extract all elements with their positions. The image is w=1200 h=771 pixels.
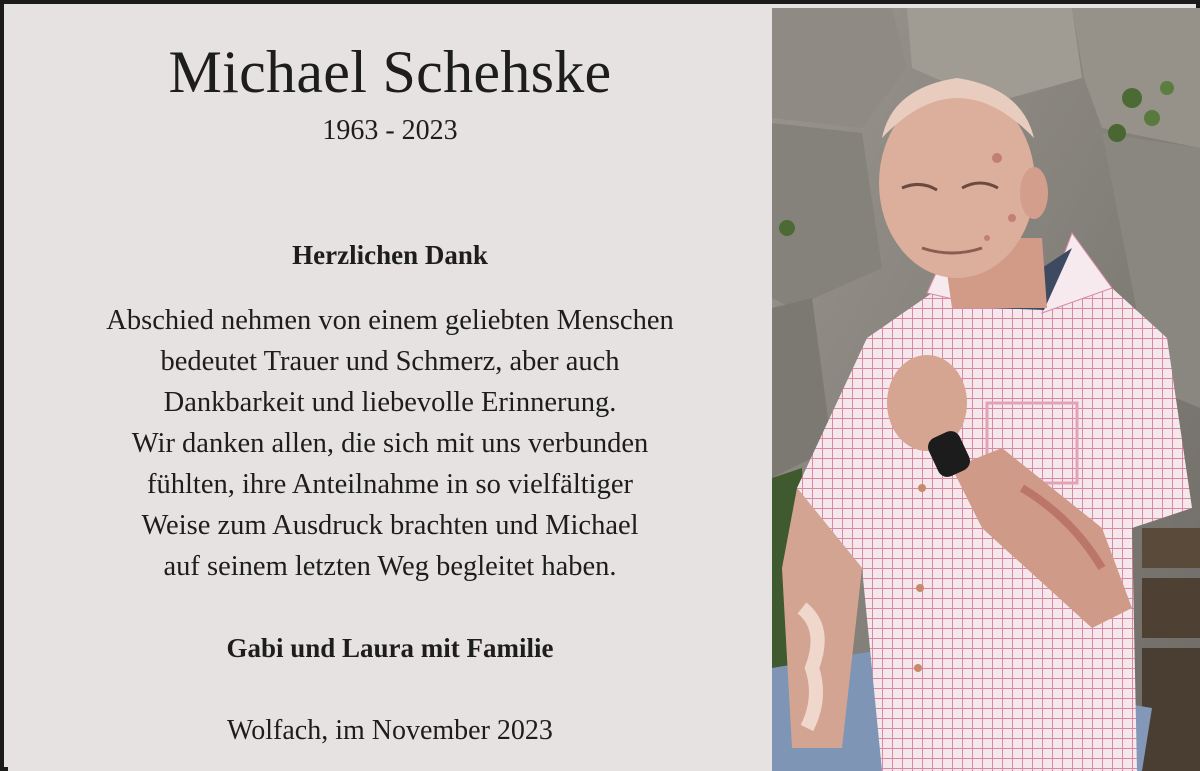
message-line: Wir danken allen, die sich mit uns verbunden: [131, 428, 649, 459]
family-signature: Gabi und Laura mit Familie: [226, 633, 554, 663]
message-line: Dankbarkeit und liebevolle Erinnerung.: [163, 387, 617, 418]
message-line: auf seinem letzten Weg begleitet haben.: [163, 551, 617, 582]
message-line: bedeutet Trauer und Schmerz, aber auch: [160, 346, 620, 377]
message-line: Abschied nehmen von einem geliebten Menschen: [106, 305, 674, 336]
message-line: Weise zum Ausdruck brachten und Michael: [141, 510, 639, 541]
message-line: fühlten, ihre Anteilnahme in so vielfältiger: [147, 469, 633, 500]
life-years: 1963 - 2023: [322, 115, 458, 146]
thanks-message: [8, 300, 772, 587]
deceased-name: Michael Schehske: [168, 39, 612, 105]
text-panel: [8, 8, 772, 771]
portrait-photo: [772, 8, 1200, 771]
place-and-date: Wolfach, im November 2023: [227, 715, 553, 746]
thanks-heading: Herzlichen Dank: [292, 240, 488, 270]
